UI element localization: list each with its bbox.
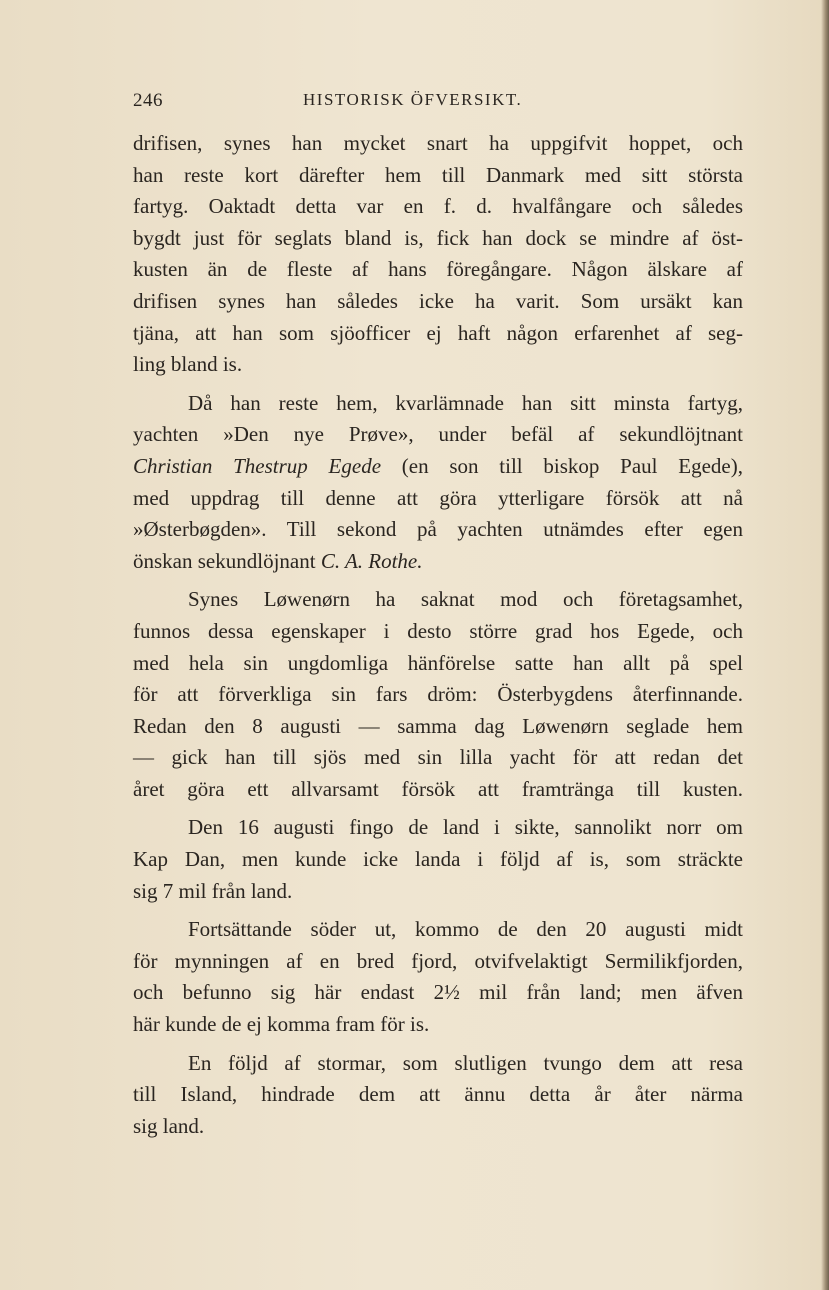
text-line: här kunde de ej komma fram för is. bbox=[133, 1012, 430, 1037]
text-line: drifisen, synes han mycket snart ha uppgifvit hoppet, och bbox=[133, 131, 743, 155]
text-line: till Island, hindrade dem att ännu detta år åter närma bbox=[133, 1082, 743, 1107]
text-line: kusten än de fleste af hans föregångare. Någon älskare af bbox=[133, 257, 743, 282]
text-line: Den 16 augusti fingo de land i sikte, sannolikt norr om bbox=[188, 815, 743, 840]
paragraph-2 bbox=[133, 388, 743, 578]
paragraph-5 bbox=[133, 914, 743, 1040]
second-prefix: önskan sekundlöjnant bbox=[133, 548, 321, 573]
paragraph-6 bbox=[133, 1048, 743, 1143]
text-line: Kap Dan, men kunde icke landa i följd af is, som sträckte bbox=[133, 847, 743, 872]
page-number: 246 bbox=[133, 90, 163, 111]
text-line: tjäna, att han som sjöofficer ej haft någon erfarenhet af seg- bbox=[133, 320, 743, 345]
text-line: Redan den 8 augusti — samma dag Løwenørn seglade hem bbox=[133, 713, 743, 738]
text-line: han reste kort därefter hem till Danmark med sitt största bbox=[133, 162, 743, 187]
running-head: HISTORISK ÖFVERSIKT. bbox=[303, 90, 523, 109]
officer-name-suffix: (en son till biskop Paul Egede), bbox=[381, 453, 743, 478]
paragraph-4 bbox=[133, 812, 743, 907]
text-line: med hela sin ungdomliga hänförelse satte han allt på spel bbox=[133, 650, 743, 675]
text-line bbox=[133, 451, 743, 483]
text-line: sig 7 mil från land. bbox=[133, 878, 293, 903]
text-line: En följd af stormar, som slutligen tvungo dem att resa bbox=[188, 1050, 743, 1075]
paragraph-3 bbox=[133, 584, 743, 805]
text-line: drifisen synes han således icke ha varit. Som ursäkt kan bbox=[133, 288, 743, 313]
page-edge-shadow bbox=[821, 0, 829, 1290]
text-line: med uppdrag till denne att göra ytterligare försök att nå bbox=[133, 485, 743, 510]
text-line: — gick han till sjös med sin lilla yacht för att redan det bbox=[133, 745, 743, 770]
text-line: Fortsättande söder ut, kommo de den 20 augusti midt bbox=[188, 917, 743, 942]
text-line: funnos dessa egenskaper i desto större grad hos Egede, och bbox=[133, 618, 743, 643]
text-line bbox=[133, 546, 743, 578]
text-line: Synes Løwenørn ha saknat mod och företagsamhet, bbox=[188, 587, 743, 612]
text-line: året göra ett allvarsamt försök att framtränga till kusten. bbox=[133, 776, 743, 801]
text-line: »Østerbøgden». Till sekond på yachten utnämdes efter egen bbox=[133, 517, 743, 542]
body-text bbox=[133, 128, 743, 1142]
text-line: sig land. bbox=[133, 1113, 205, 1138]
text-line: yachten »Den nye Prøve», under befäl af sekundlöjtnant bbox=[133, 422, 743, 447]
paragraph-1 bbox=[133, 128, 743, 381]
text-line: fartyg. Oaktadt detta var en f. d. hvalfångare och således bbox=[133, 194, 743, 219]
officer-name: Christian Thestrup Egede bbox=[133, 453, 382, 478]
second-name: C. A. Rothe. bbox=[320, 548, 423, 573]
text-line: bygdt just för seglats bland is, fick han dock se mindre af öst- bbox=[133, 225, 743, 250]
running-header bbox=[133, 90, 743, 114]
text-line: för att förverkliga sin fars dröm: Österbygdens återfinnande. bbox=[133, 682, 743, 707]
text-line: för mynningen af en bred fjord, otvifvelaktigt Sermilikfjorden, bbox=[133, 948, 743, 973]
text-line: ling bland is. bbox=[133, 352, 243, 377]
text-line: Då han reste hem, kvarlämnade han sitt minsta fartyg, bbox=[188, 390, 743, 415]
text-line: och befunno sig här endast 2½ mil från land; men äfven bbox=[133, 980, 743, 1005]
